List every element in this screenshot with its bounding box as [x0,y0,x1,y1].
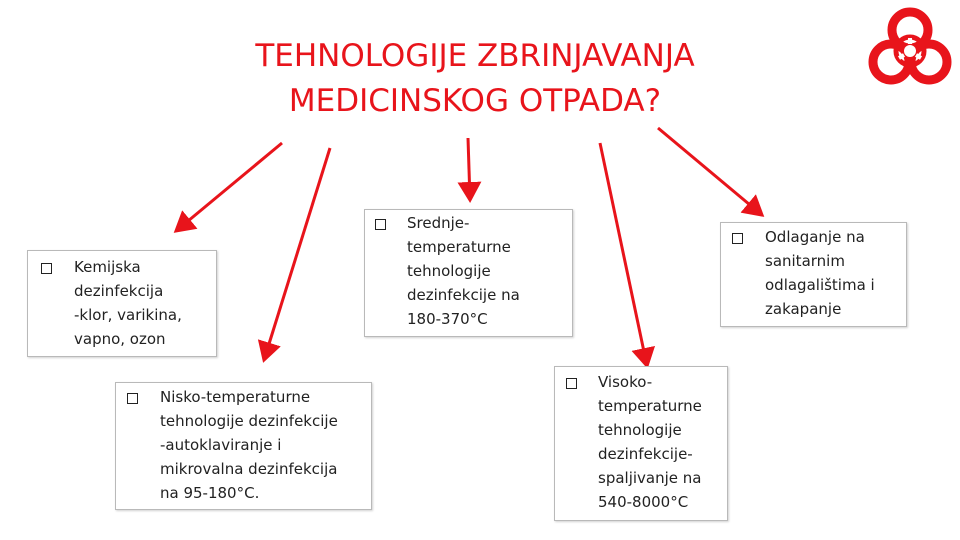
title-line-2: MEDICINSKOG OTPADA? [288,83,662,119]
checkbox-bullet-icon [41,263,52,274]
box-odlaganje-text: Odlaganje na sanitarnim odlagalištima i zakapanje [765,228,875,318]
checkbox-bullet-icon [127,393,138,404]
box-srednje-text: Srednje- temperaturne tehnologije dezinfekcije na 180-370°C [407,214,520,328]
box-srednje-temperaturne [364,209,573,337]
box-nisko-text: Nisko-temperaturne tehnologije dezinfekcije -autoklaviranje i mikrovalna dezinfekcija na 95-180°C. [160,388,338,502]
checkbox-bullet-icon [732,233,743,244]
arrow-to-nisko [264,148,330,360]
box-odlaganje [720,222,907,327]
arrow-to-kemijska [176,143,282,231]
checkbox-bullet-icon [566,378,577,389]
box-kemijska-text: Kemijska dezinfekcija -klor, varikina, vapno, ozon [74,258,182,348]
arrow-to-visoko [600,143,647,366]
box-kemijska-dezinfekcija [27,250,217,357]
box-visoko-temperaturne [554,366,728,521]
box-nisko-temperaturne [115,382,372,510]
title-line-1: TEHNOLOGIJE ZBRINJAVANJA [255,38,695,74]
box-visoko-text: Visoko- temperaturne tehnologije dezinfekcije- spaljivanje na 540-8000°C [598,373,702,511]
arrow-to-odlaganje [658,128,762,215]
checkbox-bullet-icon [375,219,386,230]
arrow-to-srednje [468,138,470,200]
